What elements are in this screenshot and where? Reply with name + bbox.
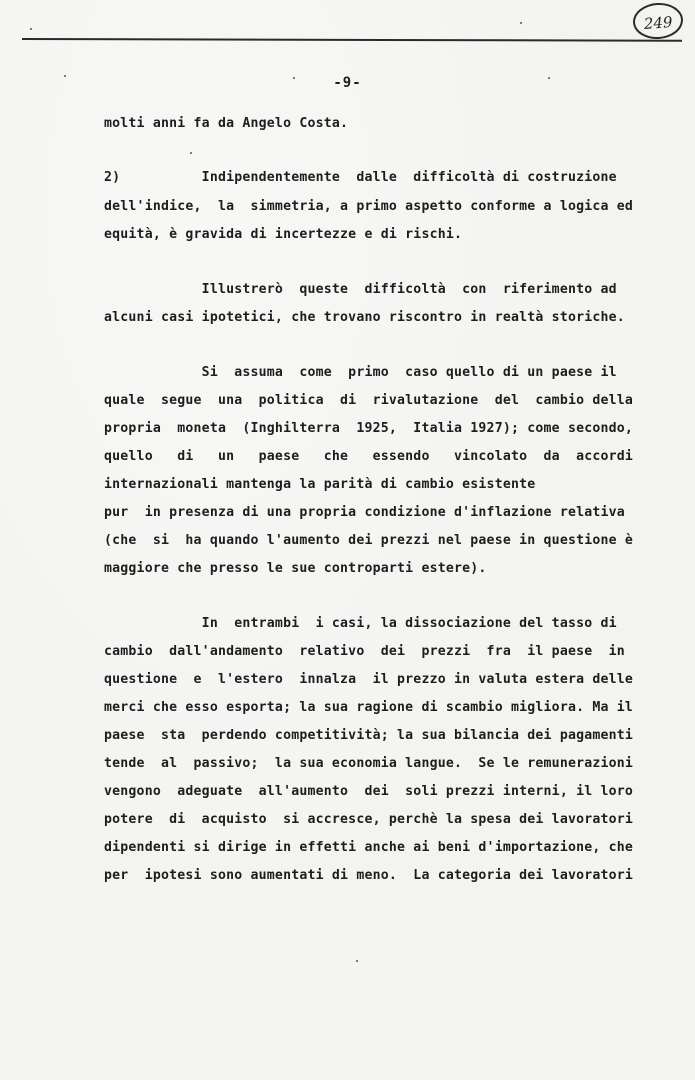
text-line: per ipotesi sono aumentati di meno. La categoria dei lavoratori <box>104 868 634 883</box>
text-line: quello di un paese che essendo vincolato da accordi <box>104 449 634 464</box>
scan-speck <box>520 22 522 24</box>
scan-speck <box>548 77 550 79</box>
text-line: potere di acquisto si accresce, perchè la spesa dei lavoratori <box>104 812 634 827</box>
text-line: vengono adeguate all'aumento dei soli prezzi interni, il loro <box>104 784 634 799</box>
text-line: tende al passivo; la sua economia langue. Se le remunerazioni <box>104 756 634 771</box>
text-line: maggiore che presso le sue controparti estere). <box>104 561 487 576</box>
text-line: propria moneta (Inghilterra 1925, Italia 1927); come secondo, <box>104 421 634 436</box>
text-line: pur in presenza di una propria condizione d'inflazione relativa <box>104 505 625 520</box>
text-line: 2) Indipendentemente dalle difficoltà di costruzione <box>104 170 617 185</box>
text-line: (che si ha quando l'aumento dei prezzi nel paese in questione è <box>104 533 634 548</box>
page-number: -9- <box>333 75 362 91</box>
scan-speck <box>190 152 192 154</box>
scan-speck <box>30 28 32 30</box>
scan-speck <box>293 77 295 79</box>
text-line: dipendenti si dirige in effetti anche ai beni d'importazione, che <box>104 840 634 855</box>
text-line: quale segue una politica di rivalutazione del cambio della <box>104 393 634 408</box>
page-stamp: 249 <box>632 1 684 40</box>
text-line: cambio dall'andamento relativo dei prezzi fra il paese in <box>104 644 625 659</box>
header-rule <box>22 38 682 42</box>
text-line: merci che esso esporta; la sua ragione di scambio migliora. Ma il <box>104 700 634 715</box>
text-line: equità, è gravida di incertezze e di rischi. <box>104 227 463 242</box>
text-line: paese sta perdendo competitività; la sua bilancia dei pagamenti <box>104 728 634 743</box>
scan-speck <box>64 75 66 77</box>
text-line: Illustrerò queste difficoltà con riferimento ad <box>104 282 617 297</box>
text-line: molti anni fa da Angelo Costa. <box>104 116 349 131</box>
text-line: In entrambi i casi, la dissociazione del tasso di <box>104 616 617 631</box>
text-line: Si assuma come primo caso quello di un paese il <box>104 365 617 380</box>
text-line: dell'indice, la simmetria, a primo aspetto conforme a logica ed <box>104 199 634 214</box>
text-line: questione e l'estero innalza il prezzo in valuta estera delle <box>104 672 634 687</box>
text-line: internazionali mantenga la parità di cambio esistente <box>104 477 536 492</box>
text-line: alcuni casi ipotetici, che trovano riscontro in realtà storiche. <box>104 310 625 325</box>
scan-speck <box>356 960 358 962</box>
